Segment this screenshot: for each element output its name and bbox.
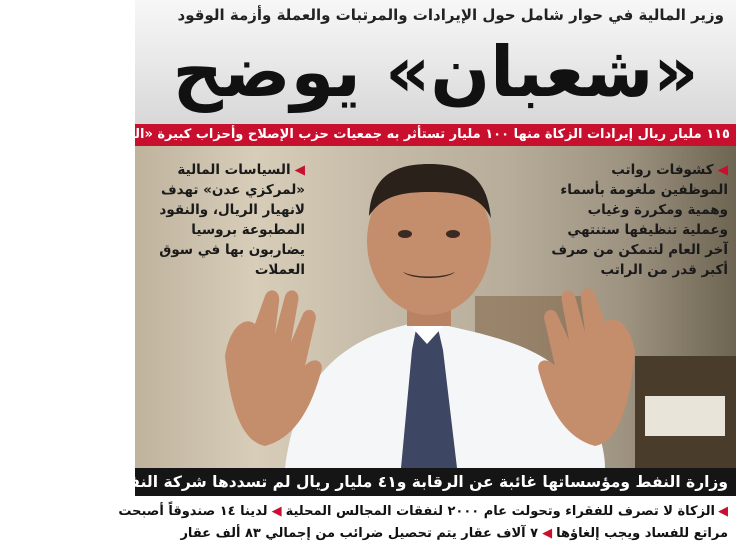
bullet-salaries-text: كشوفات رواتب الموظفين ملغومة بأسماء وهمية ومكررة وغياب وعملية تنظيفها ستنتهي آخر العام لنتمكن من صرف أكبر قدر من الراتب bbox=[551, 162, 728, 278]
zakat-text: الزكاة لا تصرف للفقراء وتحولت عام ٢٠٠٠ لنفقات المجالس المحلية bbox=[285, 504, 715, 519]
red-arrow-icon: ◀ bbox=[542, 526, 553, 541]
red-arrow-icon: ◀ bbox=[718, 504, 728, 519]
bullet-monetary-policy bbox=[145, 160, 305, 280]
main-headline: «شعبان» يوضح bbox=[172, 31, 699, 113]
funds-text: لدينا ١٤ صندوقاً أصبحت bbox=[118, 504, 268, 519]
black-subheadline-strip: وزارة النفط ومؤسساتها غائبة عن الرقابة و٤١ مليار ريال لم تسددها شركة النفط لحكومة الإنقاذ bbox=[135, 468, 736, 496]
papers-on-shelf bbox=[645, 396, 725, 436]
kicker-line: وزير المالية في حوار شامل حول الإيرادات والمرتبات والعملة وأزمة الوقود bbox=[177, 6, 724, 24]
right-eye bbox=[446, 230, 460, 238]
red-subheadline-strip: ١١٥ مليار ريال إيرادات الزكاة منها ١٠٠ مليار تستأثر به جمعيات حزب الإصلاح وأحزاب كبيرة «المؤتمر الشعبي العام» bbox=[135, 124, 736, 146]
red-arrow-icon: ◀ bbox=[717, 162, 728, 178]
real-estate-text: ٧ آلاف عقار يتم تحصيل ضرائب من إجمالي ٨٣ ألف عقار bbox=[180, 526, 539, 541]
funds-text-continued: مراتع للفساد ويجب إلغاؤها bbox=[556, 526, 728, 541]
red-arrow-icon: ◀ bbox=[294, 162, 305, 178]
left-eye bbox=[398, 230, 412, 238]
bottom-line-2 bbox=[143, 523, 728, 545]
bottom-line-1 bbox=[118, 501, 728, 523]
bullet-salaries bbox=[544, 160, 728, 280]
interview-photo bbox=[135, 146, 736, 468]
bottom-summary bbox=[118, 496, 736, 552]
red-arrow-icon: ◀ bbox=[271, 504, 282, 519]
bullet-monetary-policy-text: السياسات المالية «لمركزي عدن» تهدف لانهيار الريال، والنقود المطبوعة بروسيا يضاربون بها في سوق العملات bbox=[159, 162, 305, 278]
